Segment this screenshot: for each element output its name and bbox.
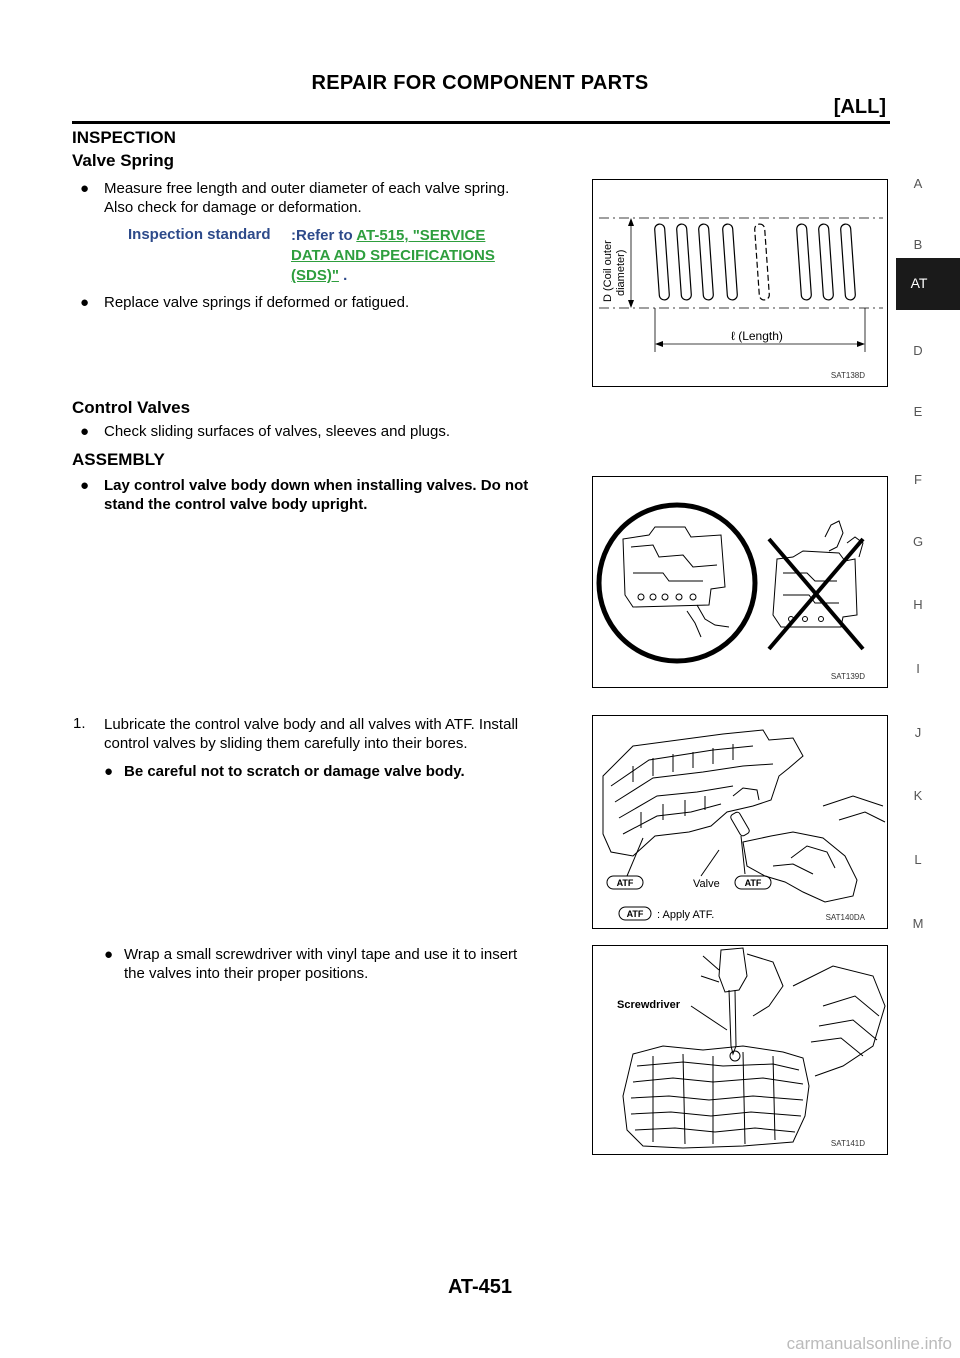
index-letter-j[interactable]: J (914, 725, 922, 740)
bullet-dot: ● (80, 477, 90, 494)
index-letter-g[interactable]: G (912, 534, 924, 549)
bullet-dot: ● (80, 180, 90, 197)
section-tag: [ALL] (833, 96, 886, 118)
atf-badge-1: ATF (616, 878, 634, 888)
page-number: AT-451 (447, 1276, 513, 1298)
page-title: REPAIR FOR COMPONENT PARTS (311, 72, 649, 94)
step-number: 1. (73, 715, 86, 732)
bullet-text-line-1: Lay control valve body down when installing valves. Do not (104, 477, 529, 494)
atf-diagram (593, 716, 888, 929)
step-1-line-2: control valves by sliding them carefully into their bores. (104, 735, 468, 752)
index-letter-e[interactable]: E (913, 404, 923, 419)
figure-code: SAT139D (830, 672, 865, 681)
figure-valve-spring (592, 179, 888, 387)
bullet-dot: ● (104, 946, 114, 963)
spring-diagram (593, 180, 888, 387)
index-letter-l[interactable]: L (914, 852, 922, 867)
index-letter-a[interactable]: A (913, 176, 923, 191)
figure-apply-atf (592, 715, 888, 929)
index-tab-at[interactable] (896, 258, 960, 310)
atf-legend-text: : Apply ATF. (657, 909, 715, 921)
bullet-dot: ● (104, 763, 114, 780)
index-letter-i[interactable]: I (916, 661, 920, 676)
screwdriver-label: Screwdriver (617, 999, 680, 1011)
figure-code: SAT138D (830, 371, 865, 380)
standard-suffix: . (338, 267, 348, 284)
coil-diameter-label-2: diameter) (615, 249, 627, 296)
caution-text: Be careful not to scratch or damage valve body. (124, 763, 465, 780)
index-letter-h[interactable]: H (913, 597, 923, 612)
orientation-diagram (593, 477, 888, 688)
control-valves-heading: Control Valves (72, 398, 191, 417)
standard-prefix: :Refer to (291, 227, 357, 244)
figure-code: SAT141D (830, 1139, 865, 1148)
bullet-text-line-1: Measure free length and outer diameter of each valve spring. (104, 180, 510, 197)
length-label: ℓ (Length) (731, 329, 783, 343)
sds-link-part-3[interactable]: (SDS)" (291, 267, 339, 284)
bullet-text: Replace valve springs if deformed or fatigued. (104, 294, 410, 311)
inspection-standard-label: Inspection standard (128, 226, 271, 243)
atf-badge-2: ATF (744, 878, 762, 888)
figure-code: SAT140DA (825, 913, 865, 922)
bullet-text-line-2: Also check for damage or deformation. (104, 199, 362, 216)
assembly-heading: ASSEMBLY (72, 450, 165, 469)
index-letter-m[interactable]: M (912, 916, 924, 931)
valve-label: Valve (693, 878, 720, 890)
bullet-dot: ● (80, 423, 90, 440)
index-letter-k[interactable]: K (913, 788, 923, 803)
bullet-text-line-2: the valves into their proper positions. (124, 965, 369, 982)
coil-diameter-label-1: D (Coil outer (602, 240, 614, 302)
inspection-standard-value (291, 226, 495, 286)
index-letter-d[interactable]: D (913, 343, 923, 358)
watermark: carmanualsonline.info (786, 1334, 952, 1353)
sds-link-part-1[interactable]: AT-515, "SERVICE (356, 227, 486, 244)
screwdriver-diagram (593, 946, 888, 1155)
bullet-text-line-2: stand the control valve body upright. (104, 496, 368, 513)
atf-legend-badge: ATF (626, 909, 644, 919)
bullet-text-line-1: Wrap a small screwdriver with vinyl tape and use it to insert (124, 946, 518, 963)
index-letter-f[interactable]: F (914, 472, 922, 487)
index-letter-b[interactable]: B (913, 237, 923, 252)
figure-valve-body-orientation (592, 476, 888, 688)
step-1-line-1: Lubricate the control valve body and all valves with ATF. Install (104, 716, 519, 733)
header-rule (72, 121, 890, 124)
valve-spring-heading: Valve Spring (72, 151, 175, 170)
index-tab-label: AT (910, 275, 928, 291)
inspection-heading: INSPECTION (72, 128, 176, 147)
sds-link-part-2[interactable]: DATA AND SPECIFICATIONS (291, 247, 495, 264)
bullet-text: Check sliding surfaces of valves, sleeves and plugs. (104, 423, 451, 440)
figure-screwdriver (592, 945, 888, 1155)
bullet-dot: ● (80, 294, 90, 311)
